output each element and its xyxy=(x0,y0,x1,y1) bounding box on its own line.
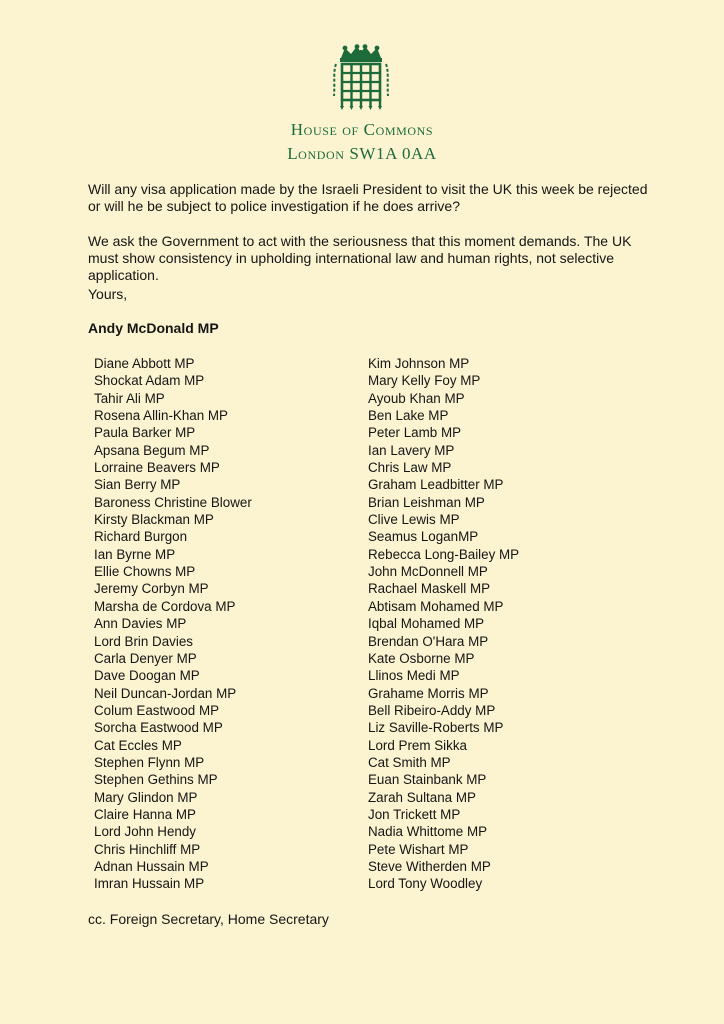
signatory: Steve Witherden MP xyxy=(368,858,491,874)
signatory: Ben Lake MP xyxy=(368,408,449,424)
signatory: Kate Osborne MP xyxy=(368,650,475,666)
signatory: Diane Abbott MP xyxy=(94,356,195,371)
signatory: Apsana Begum MP xyxy=(94,442,210,458)
signatory: Mary Kelly Foy MP xyxy=(368,373,481,389)
signatory: Richard Burgon xyxy=(94,529,188,545)
signatory: Grahame Morris MP xyxy=(368,685,489,701)
signatory: Sian Berry MP xyxy=(94,477,181,493)
signatory: Rachael Maskell MP xyxy=(368,581,491,597)
cc-line: cc. Foreign Secretary, Home Secretary xyxy=(88,911,329,927)
signatory: Stephen Flynn MP xyxy=(94,754,205,770)
signatories-right-column xyxy=(368,355,519,893)
signatory: Jon Trickett MP xyxy=(368,806,461,822)
signatory: Clive Lewis MP xyxy=(368,512,460,528)
signatory: Jeremy Corbyn MP xyxy=(94,581,209,597)
signatory: Claire Hanna MP xyxy=(94,806,196,822)
signatory: Rebecca Long-Bailey MP xyxy=(368,546,520,562)
signatory: Graham Leadbitter MP xyxy=(368,477,504,493)
signatory: Brendan O'Hara MP xyxy=(368,633,489,649)
signatory: Paula Barker MP xyxy=(94,425,196,441)
signatory: Llinos Medi MP xyxy=(368,668,460,684)
signatory: Marsha de Cordova MP xyxy=(94,598,236,614)
letterhead-address: London SW1A 0AA xyxy=(287,144,437,163)
signatory: Dave Doogan MP xyxy=(94,668,200,684)
signatory: Abtisam Mohamed MP xyxy=(368,598,504,614)
signatory: Pete Wishart MP xyxy=(368,841,469,857)
signatory: Seamus LoganMP xyxy=(368,529,479,545)
signatory: Peter Lamb MP xyxy=(368,425,462,441)
signatory: Lord Tony Woodley xyxy=(368,876,483,892)
signatory: Cat Smith MP xyxy=(368,754,451,770)
signatory: Imran Hussain MP xyxy=(94,876,205,892)
signatory: Cat Eccles MP xyxy=(94,737,182,753)
signatory: Iqbal Mohamed MP xyxy=(368,616,485,632)
signatory: Shockat Adam MP xyxy=(94,373,205,389)
signatory: Mary Glindon MP xyxy=(94,789,198,805)
signatory: Stephen Gethins MP xyxy=(94,772,218,788)
signatory: Chris Law MP xyxy=(368,460,452,476)
signatory: Lord Brin Davies xyxy=(94,633,193,649)
signatory: Baroness Christine Blower xyxy=(94,494,252,510)
signatory: Brian Leishman MP xyxy=(368,494,485,510)
signatory: Chris Hinchliff MP xyxy=(94,841,201,857)
signatory: Colum Eastwood MP xyxy=(94,702,220,718)
signatory: John McDonnell MP xyxy=(368,564,488,580)
signatory: Ian Lavery MP xyxy=(368,442,455,458)
signatory: Bell Ribeiro-Addy MP xyxy=(368,702,496,718)
signatory: Lorraine Beavers MP xyxy=(94,460,220,476)
letterhead-title: House of Commons xyxy=(290,120,434,139)
signatory: Carla Denyer MP xyxy=(94,650,197,666)
signatory: Lord Prem Sikka xyxy=(368,737,467,753)
signatory: Sorcha Eastwood MP xyxy=(94,720,223,736)
letter-closing: Yours, xyxy=(88,286,128,302)
letter-paragraph-request: We ask the Government to act with the seriousness that this moment demands. The UK must show consistency in upholding international law and human rights, not selective application. xyxy=(88,233,632,283)
letter-paragraph-question: Will any visa application made by the Israeli President to visit the UK this week be rejected or will he be subject to police investigation if he does arrive? xyxy=(88,181,648,214)
signatory: Euan Stainbank MP xyxy=(368,772,487,788)
signatory: Ian Byrne MP xyxy=(94,546,176,562)
signatory: Liz Saville-Roberts MP xyxy=(368,720,504,736)
letter-signer: Andy McDonald MP xyxy=(88,320,219,336)
portcullis-icon xyxy=(331,44,391,112)
signatory: Nadia Whittome MP xyxy=(368,824,488,840)
signatory: Kim Johnson MP xyxy=(368,356,470,371)
signatory: Tahir Ali MP xyxy=(94,390,165,406)
signatory: Ellie Chowns MP xyxy=(94,564,196,580)
signatory: Adnan Hussain MP xyxy=(94,858,209,874)
signatory: Rosena Allin-Khan MP xyxy=(94,408,228,424)
signatory: Ann Davies MP xyxy=(94,616,187,632)
signatories-left-column xyxy=(94,355,252,893)
signatory: Neil Duncan-Jordan MP xyxy=(94,685,237,701)
signatory: Zarah Sultana MP xyxy=(368,789,476,805)
signatory: Ayoub Khan MP xyxy=(368,390,465,406)
signatory: Lord John Hendy xyxy=(94,824,196,840)
signatory: Kirsty Blackman MP xyxy=(94,512,214,528)
